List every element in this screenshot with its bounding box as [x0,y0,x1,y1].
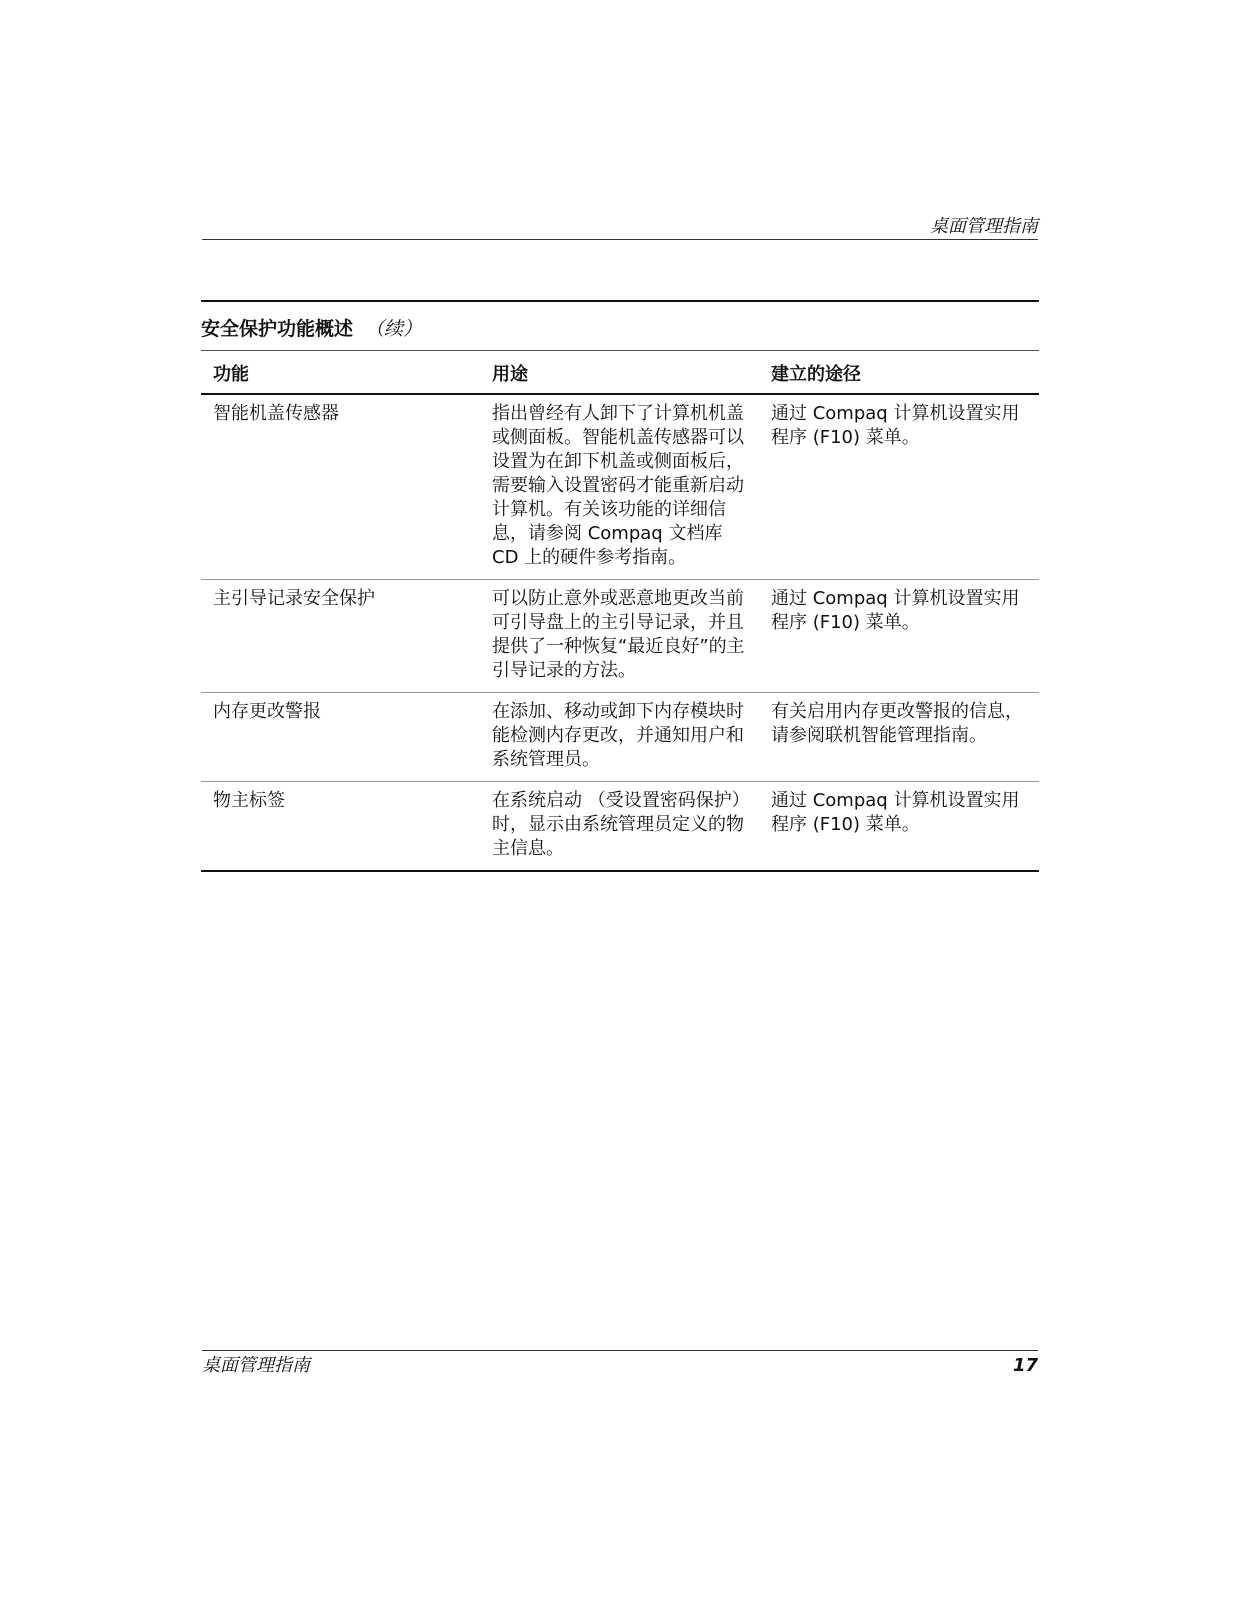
column-header-setup: 建立的途径 [759,351,1039,394]
table-row [201,580,1039,693]
cell-setup [759,580,1039,693]
cell-setup [759,394,1039,580]
table-row [201,782,1039,872]
cell-setup [759,693,1039,782]
cell-purpose-text: 可以防止意外或恶意地更改当前可引导盘上的主引导记录，并且提供了一种恢复“最近良好”的主引导记录的方法。 [492,588,745,681]
cell-feature [201,693,480,782]
cell-purpose-text: 在系统启动 （受设置密码保护）时，显示由系统管理员定义的物主信息。 [492,790,744,859]
cell-setup [759,782,1039,872]
cell-setup-text: 通过 Compaq 计算机设置实用程序 (F10) 菜单。 [771,403,1020,448]
cell-feature-text: 智能机盖传感器 [213,403,339,424]
security-features-table-block [201,300,1039,872]
table-row [201,693,1039,782]
table-row [201,394,1039,580]
page-number: 17 [1012,1355,1038,1376]
cell-feature [201,782,480,872]
table-title-text: 安全保护功能概述 [201,318,354,340]
cell-setup-text: 通过 Compaq 计算机设置实用程序 (F10) 菜单。 [771,588,1020,633]
security-features-table [201,351,1039,872]
running-header: 桌面管理指南 [930,216,1038,237]
cell-purpose [480,693,759,782]
column-header-feature: 功能 [201,351,480,394]
cell-feature-text: 物主标签 [213,790,285,811]
header-rule [202,239,1038,240]
cell-purpose [480,580,759,693]
table-title-continued: （续） [365,318,423,340]
cell-feature [201,394,480,580]
cell-purpose [480,782,759,872]
cell-feature [201,580,480,693]
cell-feature-text: 内存更改警报 [213,701,321,722]
cell-purpose-text: 指出曾经有人卸下了计算机机盖或侧面板。智能机盖传感器可以设置为在卸下机盖或侧面板后，需要输入设置密码才能重新启动计算机。有关该功能的详细信息，请参阅 Compaq 文档库 CD 上的硬件参考指南。 [492,403,744,568]
column-header-purpose: 用途 [480,351,759,394]
footer-rule [202,1350,1038,1351]
table-title [201,302,1039,351]
table-header-row [201,351,1039,394]
footer-title: 桌面管理指南 [202,1355,310,1376]
cell-feature-text: 主引导记录安全保护 [213,588,375,609]
cell-purpose-text: 在添加、移动或卸下内存模块时能检测内存更改，并通知用户和系统管理员。 [492,701,744,770]
cell-purpose [480,394,759,580]
cell-setup-text: 通过 Compaq 计算机设置实用程序 (F10) 菜单。 [771,790,1020,835]
cell-setup-text: 有关启用内存更改警报的信息，请参阅联机智能管理指南。 [771,701,1023,746]
